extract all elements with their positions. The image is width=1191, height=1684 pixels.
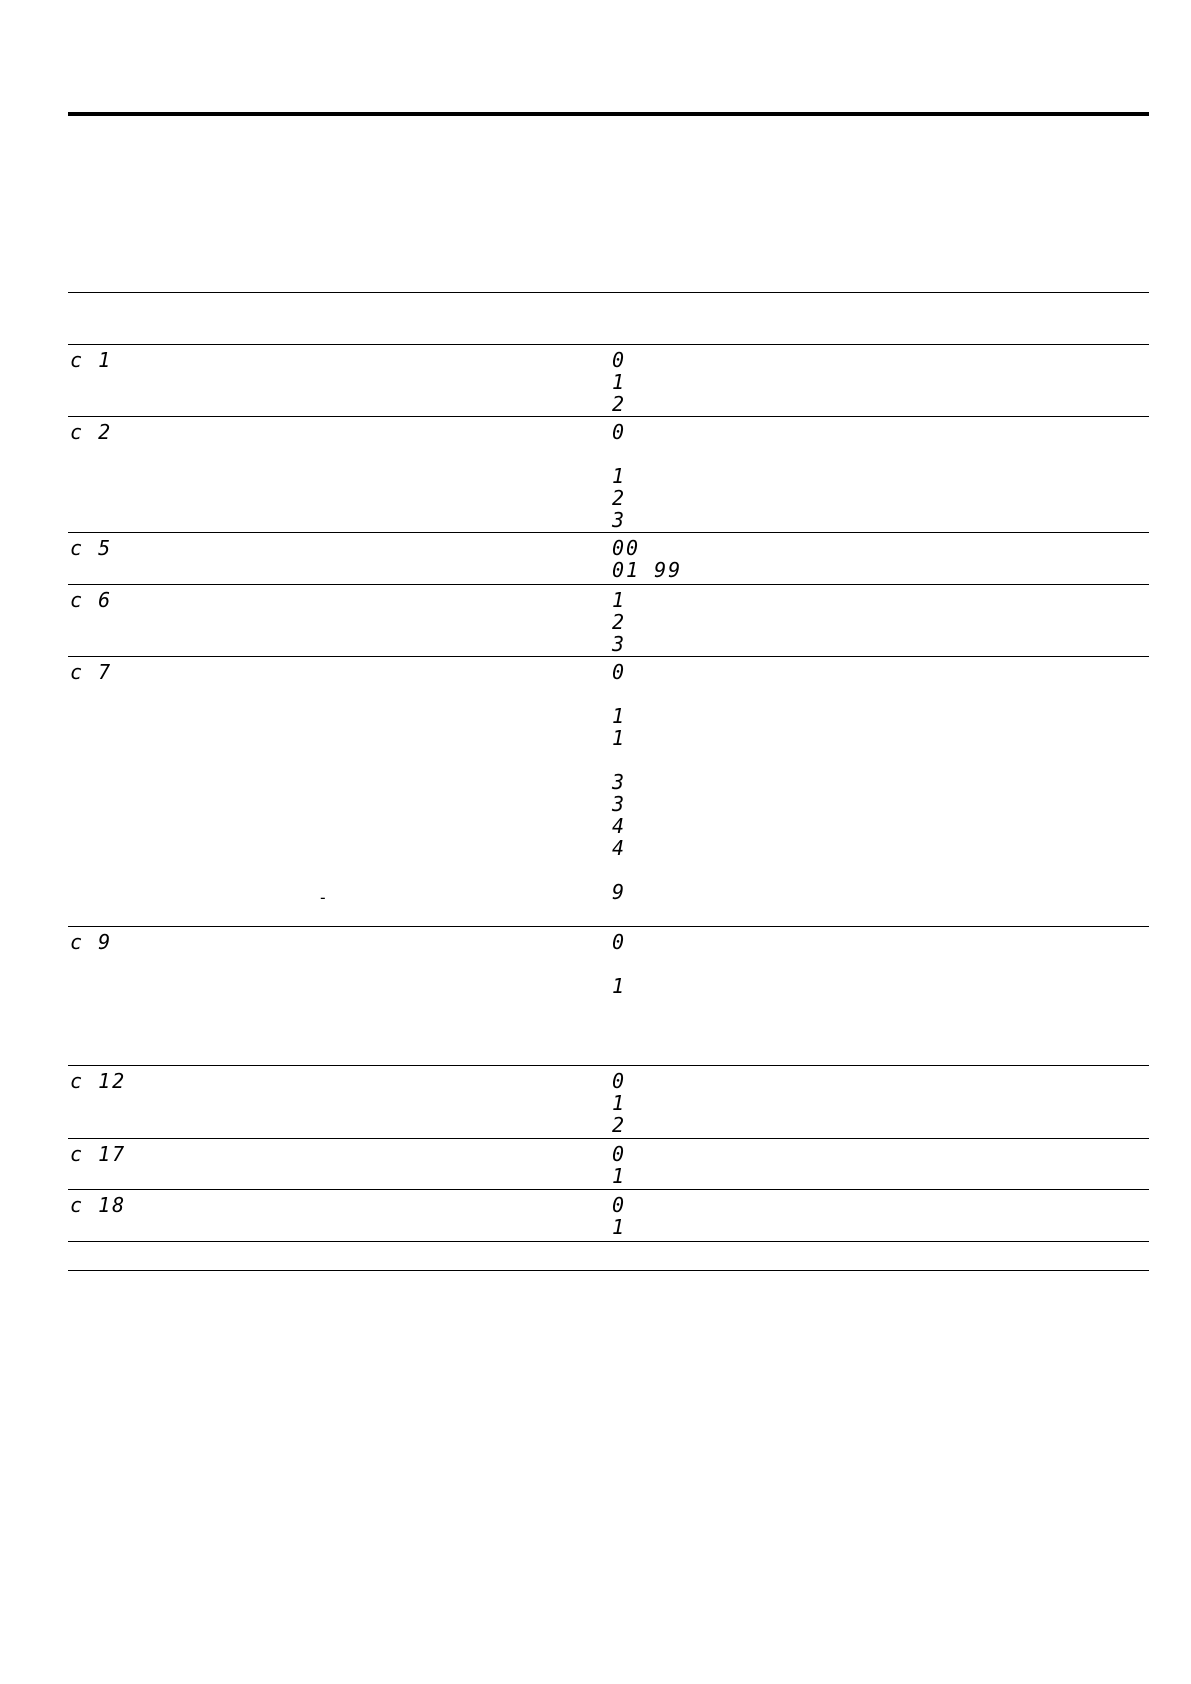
table-bottom-border bbox=[68, 1270, 1149, 1271]
row-divider bbox=[68, 1065, 1149, 1066]
setting-value: 4 bbox=[612, 814, 627, 838]
setting-code: c 2 bbox=[70, 420, 113, 444]
setting-code: c 12 bbox=[70, 1069, 127, 1093]
table-top-border bbox=[68, 292, 1149, 293]
setting-value: 3 bbox=[612, 792, 627, 816]
setting-value: 2 bbox=[612, 392, 627, 416]
dash-mark: - bbox=[318, 888, 330, 907]
top-rule bbox=[68, 112, 1149, 116]
row-divider bbox=[68, 926, 1149, 927]
setting-value: 0 bbox=[612, 348, 627, 372]
setting-code: c 6 bbox=[70, 588, 113, 612]
setting-code: c 1 bbox=[70, 348, 113, 372]
setting-value: 2 bbox=[612, 486, 627, 510]
setting-value: 1 bbox=[612, 974, 627, 998]
setting-value: 3 bbox=[612, 632, 627, 656]
setting-value: 3 bbox=[612, 508, 627, 532]
row-divider bbox=[68, 1138, 1149, 1139]
setting-value: 1 bbox=[612, 370, 627, 394]
row-divider bbox=[68, 532, 1149, 533]
setting-value: 1 bbox=[612, 1164, 627, 1188]
setting-value: 2 bbox=[612, 610, 627, 634]
setting-code: c 18 bbox=[70, 1193, 127, 1217]
setting-value: 1 bbox=[612, 726, 627, 750]
setting-code: c 17 bbox=[70, 1142, 127, 1166]
setting-code: c 7 bbox=[70, 660, 113, 684]
setting-value: 1 bbox=[612, 1091, 627, 1115]
row-divider bbox=[68, 1189, 1149, 1190]
row-divider bbox=[68, 1241, 1149, 1242]
setting-value: 1 bbox=[612, 464, 627, 488]
row-divider bbox=[68, 656, 1149, 657]
setting-value: 01 99 bbox=[612, 558, 683, 582]
setting-value: 1 bbox=[612, 1215, 627, 1239]
setting-value: 0 bbox=[612, 660, 627, 684]
setting-value: 0 bbox=[612, 420, 627, 444]
setting-value: 1 bbox=[612, 704, 627, 728]
setting-value: 0 bbox=[612, 1142, 627, 1166]
setting-value: 9 bbox=[612, 880, 627, 904]
row-divider bbox=[68, 584, 1149, 585]
setting-value: 1 bbox=[612, 588, 627, 612]
setting-value: 0 bbox=[612, 1069, 627, 1093]
setting-code: c 5 bbox=[70, 536, 113, 560]
setting-value: 4 bbox=[612, 836, 627, 860]
setting-value: 00 bbox=[612, 536, 641, 560]
table-header-border bbox=[68, 344, 1149, 345]
setting-value: 0 bbox=[612, 1193, 627, 1217]
setting-code: c 9 bbox=[70, 930, 113, 954]
setting-value: 3 bbox=[612, 770, 627, 794]
setting-value: 2 bbox=[612, 1113, 627, 1137]
setting-value: 0 bbox=[612, 930, 627, 954]
row-divider bbox=[68, 416, 1149, 417]
